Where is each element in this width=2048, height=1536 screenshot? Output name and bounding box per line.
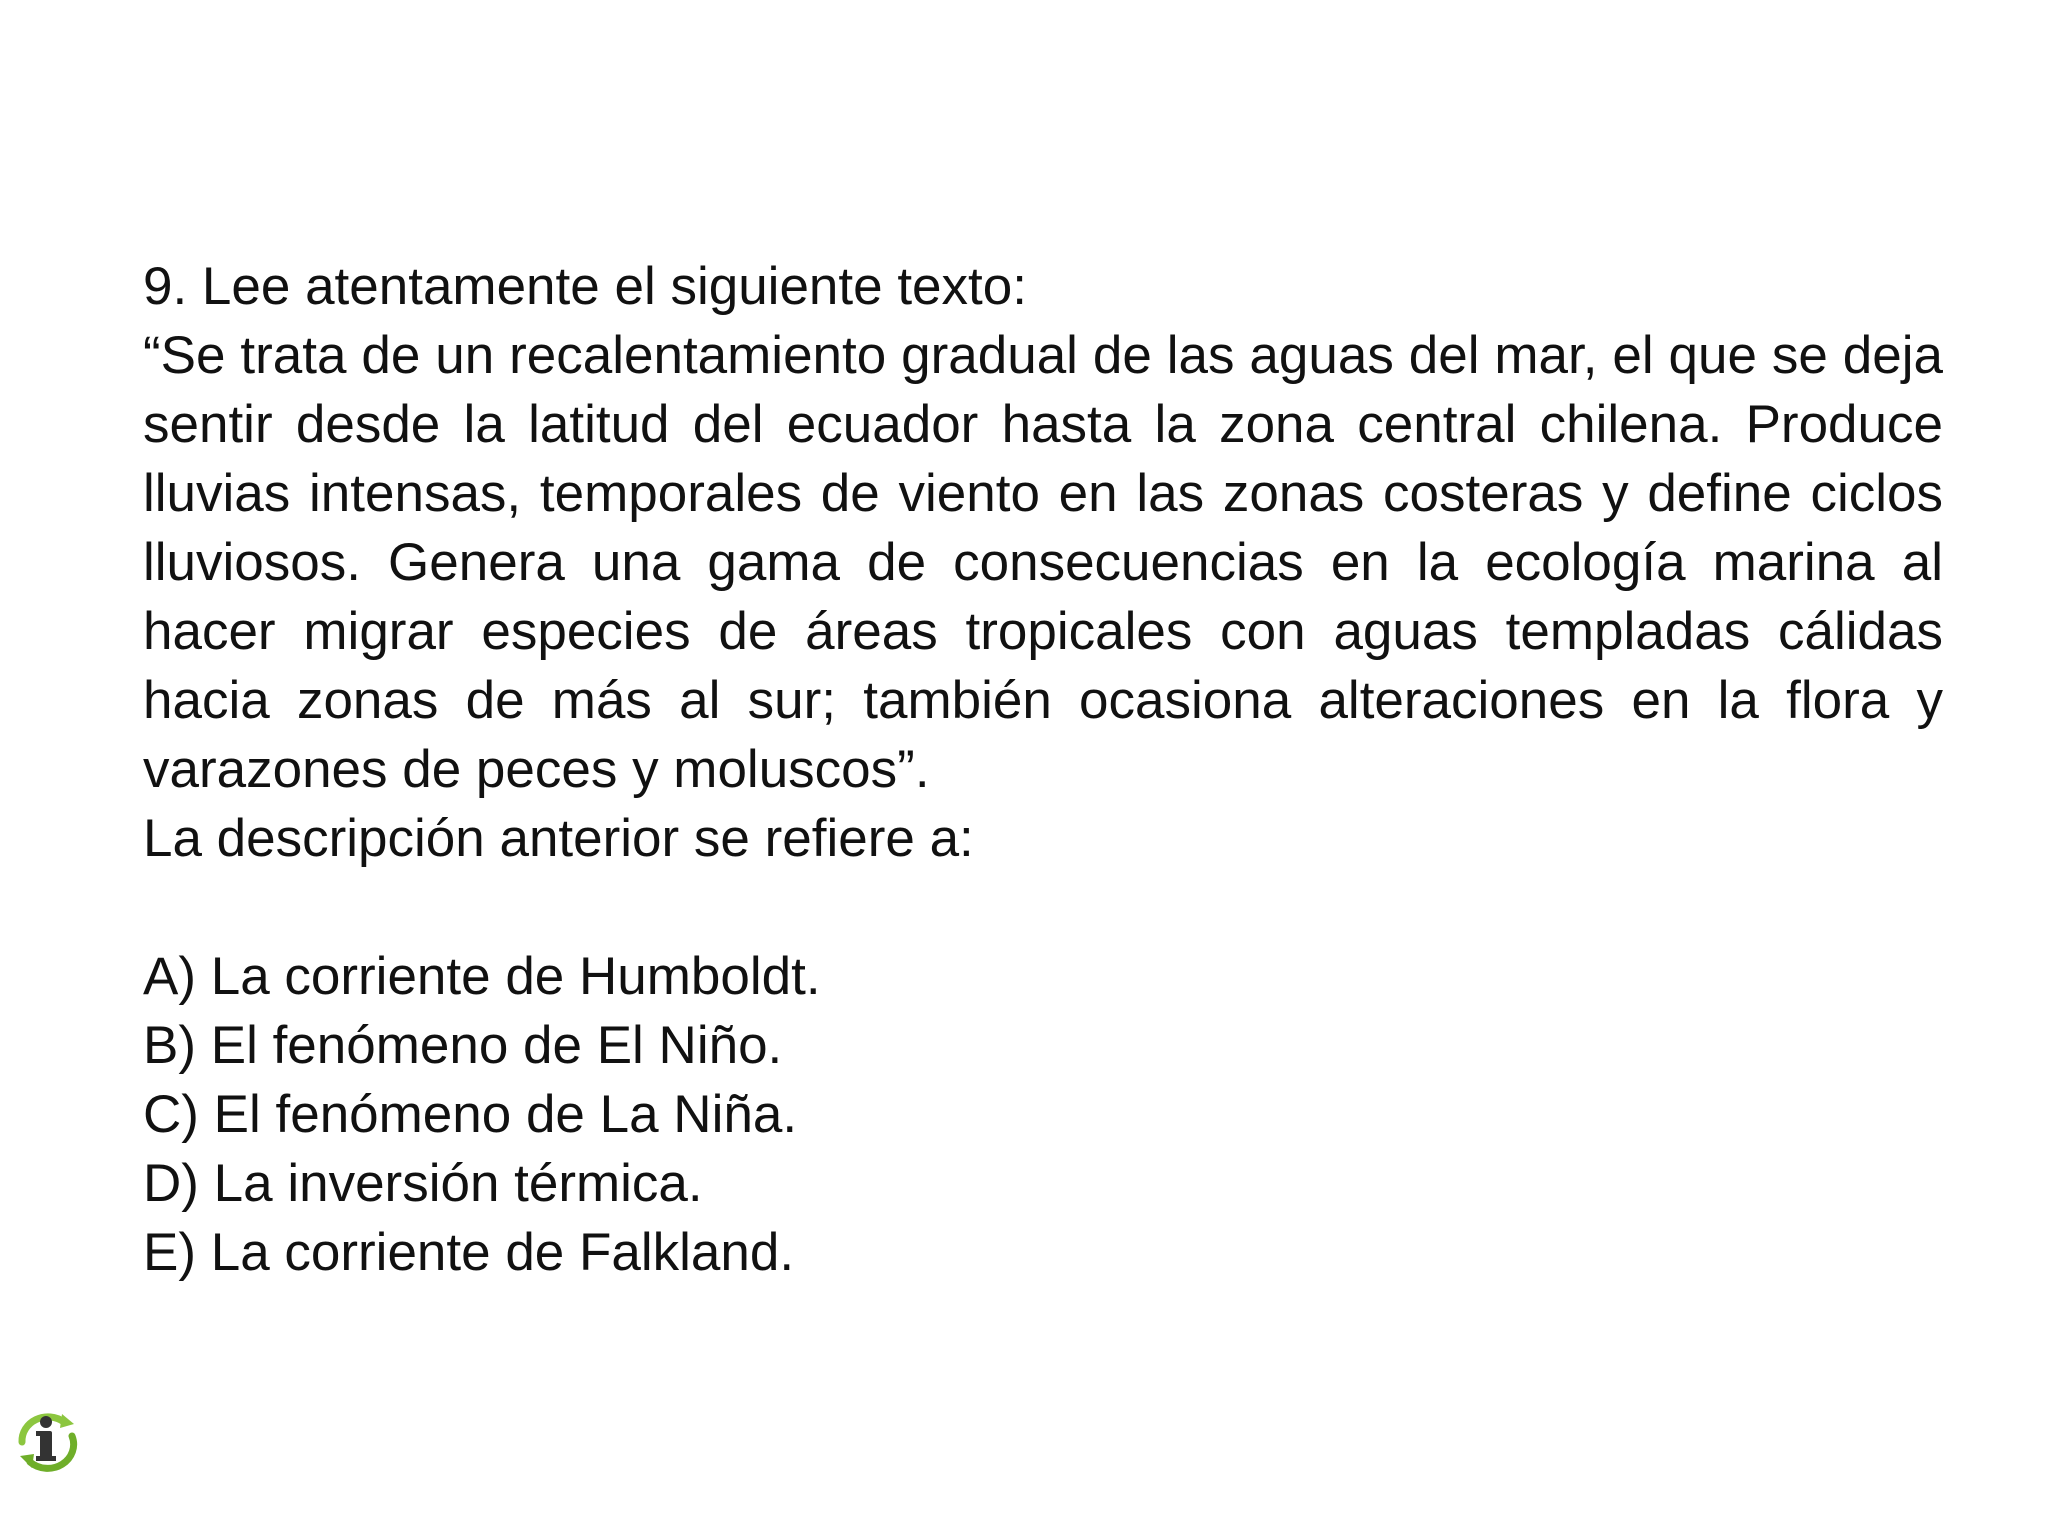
info-i-logo-icon	[12, 1408, 84, 1472]
option-c: C) El fenómeno de La Niña.	[143, 1085, 798, 1144]
answer-options	[143, 942, 1943, 1287]
option-e: E) La corriente de Falkland.	[143, 1223, 795, 1282]
option-a: A) La corriente de Humboldt.	[143, 947, 821, 1006]
option-d: D) La inversión térmica.	[143, 1154, 703, 1213]
option-b: B) El fenómeno de El Niño.	[143, 1016, 783, 1075]
question-block	[143, 252, 1943, 1287]
spacer	[143, 873, 1943, 942]
question-heading: 9. Lee atentamente el siguiente texto:	[143, 257, 1027, 316]
question-quote: “Se trata de un recalentamiento gradual de las aguas del mar, el que se deja sentir desde la latitud del ecuador hasta la zona central chilena. Produce lluvias intensas, temporales de viento en las zonas costeras y define ciclos lluviosos. Genera una gama de consecuencias en la ecología marina al hacer migrar especies de áreas tropicales con aguas templadas cálidas hacia zonas de más al sur; también ocasiona alteraciones en la flora y varazones de peces y moluscos”.	[143, 326, 1943, 799]
question-prompt: La descripción anterior se refiere a:	[143, 809, 974, 868]
